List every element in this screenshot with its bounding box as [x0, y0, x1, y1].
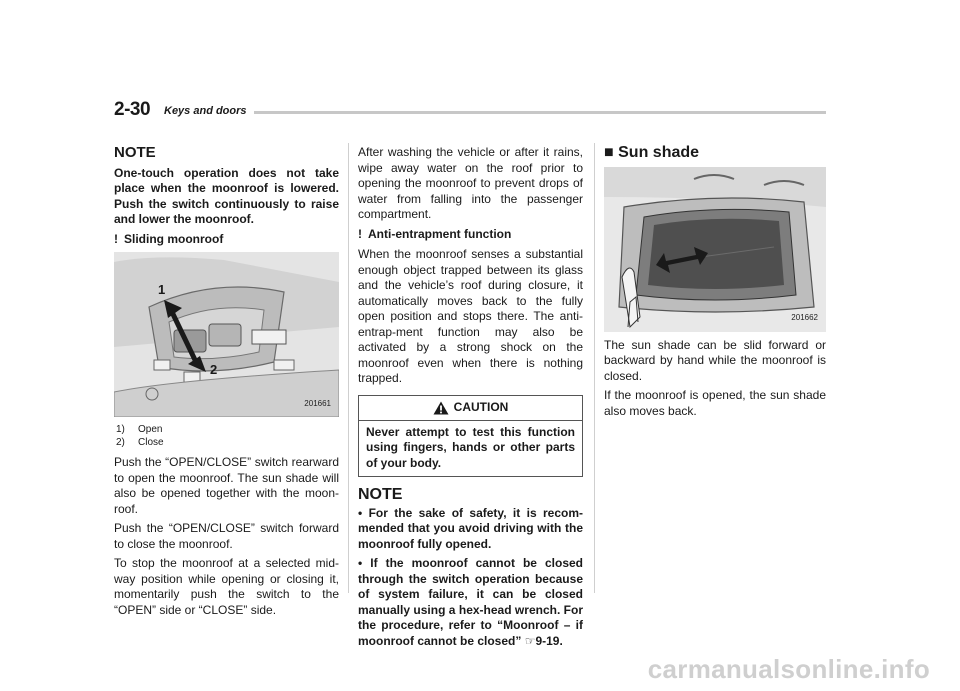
bullet-heading-text: Anti-entrapment function: [368, 226, 512, 241]
note-bullet: •: [358, 505, 363, 520]
close-paragraph: Push the “OPEN/CLOSE” switch forward to close the moonroof.: [114, 521, 339, 551]
sun-shade-figure: [604, 167, 826, 332]
washing-paragraph: After washing the vehicle or after it rains, wipe away water on the roof prior to opening the moonroof to prevent drops of water from falling into the passenger compartment.: [358, 145, 583, 221]
figure-code: 201661: [304, 398, 331, 408]
caption-item: [114, 436, 339, 449]
note-text: One-touch operation does not take place when the moonroof is lowered. Push the switch continuously to raise and lower the moonroof.: [114, 165, 339, 226]
note-item: [358, 556, 583, 649]
reference-page: 9-19.: [535, 633, 563, 648]
moonroof-switch-figure: [114, 252, 339, 417]
sun-shade-heading: [604, 145, 826, 161]
header-rule: [254, 111, 826, 114]
moonroof-switch-illustration: [114, 252, 339, 417]
anti-entrapment-heading: [358, 227, 583, 243]
stop-paragraph: To stop the moonroof at a selected mid-way position while opening or closing it, momentarily push the switch to the “OPEN” side or “CLOSE” side.: [114, 556, 339, 617]
section-name: Keys and doors: [164, 105, 247, 117]
bullet-marker: !: [358, 226, 362, 241]
column-divider: [594, 143, 595, 593]
note-title: NOTE: [114, 144, 156, 161]
caution-title: CAUTION: [453, 399, 509, 414]
sliding-moonroof-heading: [114, 232, 339, 248]
note-item: [358, 506, 583, 553]
section-title-text: Sun shade: [618, 144, 700, 161]
caption-number: 2): [116, 437, 125, 448]
page-number: 2-30: [114, 99, 151, 120]
figure-code: 201662: [791, 313, 818, 322]
note-bullet: •: [358, 556, 363, 570]
caution-header: [359, 396, 582, 421]
sun-shade-open-paragraph: If the moonroof is opened, the sun shade also moves back.: [604, 388, 826, 418]
watermark: carmanualsonline.info: [647, 654, 930, 684]
note-item-text: For the sake of safety, it is recom-mended that you avoid driving with the moonroof fully opened.: [358, 505, 583, 551]
figure-label-2: 2: [210, 362, 218, 377]
caption-number: 1): [116, 424, 125, 435]
note-item-text: If the moonroof cannot be closed through the switch operation because of system failure, it can be closed manually using a hex-head wrench. For the procedure, refer to “Moonroof – if moonroof cannot be closed”: [358, 556, 583, 648]
open-paragraph: Push the “OPEN/CLOSE” switch rearward to open the moonroof. The sun shade will also be opened together with the moon-roof.: [114, 455, 339, 516]
caution-text: Never attempt to test this function using fingers, hands or other parts of your body.: [366, 424, 575, 470]
caution-box: [358, 395, 583, 478]
figure-captions: [114, 423, 339, 449]
column-2: [358, 145, 583, 653]
bullet-heading-text: Sliding moonroof: [124, 231, 224, 246]
reference-icon: ☞: [524, 633, 536, 648]
figure-label-1: 1: [158, 282, 166, 297]
caption-text: Close: [138, 437, 164, 448]
warning-icon: [433, 401, 449, 415]
caption-text: Open: [138, 424, 163, 435]
sun-shade-illustration: [604, 167, 826, 332]
sun-shade-paragraph: The sun shade can be slid forward or backward by hand while the moonroof is closed.: [604, 337, 826, 383]
anti-entrapment-paragraph: When the moonroof senses a substantial enough object trapped between its glass and the vehicle’s roof during closure, it automatically moves back to the fully open position and stops there. The anti-entrap-ment function may also be activated by a strong shock on the moonroof even when there is nothing trapped.: [358, 247, 583, 385]
section-marker: ■: [604, 144, 614, 161]
note-title: NOTE: [358, 486, 403, 503]
caption-item: [114, 423, 339, 436]
page-header: [114, 99, 826, 121]
column-3: [604, 145, 826, 423]
column-divider: [348, 143, 349, 593]
column-1: [114, 145, 339, 622]
bullet-marker: !: [114, 231, 118, 246]
